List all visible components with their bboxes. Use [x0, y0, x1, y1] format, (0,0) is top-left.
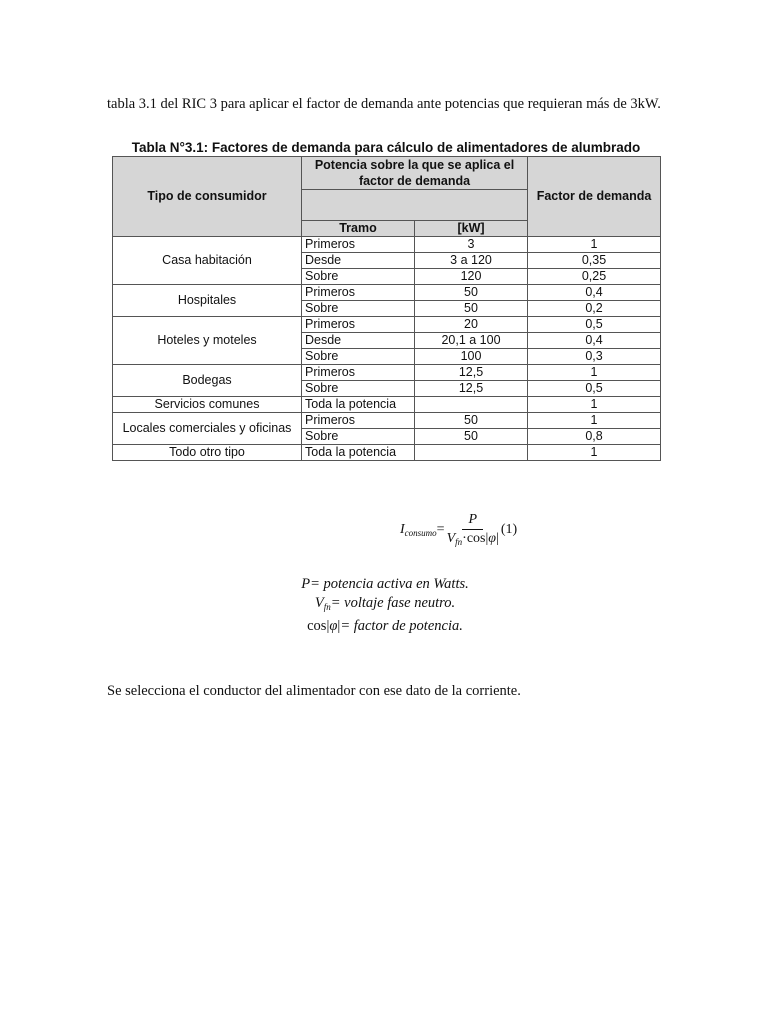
formula-lhs-subscript: consumo	[404, 527, 437, 538]
table-row	[113, 317, 661, 333]
cell-tipo-consumidor: Todo otro tipo	[113, 445, 302, 461]
formula-denominator: $V_{fn}\cdot\cos|\varphi|$	[446, 531, 499, 547]
cell-kw	[415, 397, 528, 413]
table-row	[113, 365, 661, 381]
cell-tramo: Toda la potencia	[302, 397, 415, 413]
cell-tramo: Primeros	[302, 413, 415, 429]
formula-fraction	[447, 512, 499, 547]
cell-tramo: Sobre	[302, 269, 415, 285]
cell-kw: 20,1 a 100	[415, 333, 528, 349]
table-row	[113, 237, 661, 253]
cell-tramo: Primeros	[302, 237, 415, 253]
header-blank-cell	[302, 190, 528, 221]
cell-tramo: Toda la potencia	[302, 445, 415, 461]
current-formula	[400, 512, 517, 547]
table-row	[113, 397, 661, 413]
cell-tramo: Sobre	[302, 429, 415, 445]
definition-vfn: $V_{fn}=$ voltaje fase neutro.	[314, 595, 456, 612]
cell-kw	[415, 445, 528, 461]
cell-tramo: Primeros	[302, 317, 415, 333]
definition-p: P= potencia activa en Watts.	[301, 576, 469, 592]
cell-factor: 1	[528, 237, 661, 253]
cell-kw: 50	[415, 429, 528, 445]
table-body	[113, 237, 661, 461]
cell-factor: 0,35	[528, 253, 661, 269]
cell-factor: 0,8	[528, 429, 661, 445]
header-tipo-consumidor: Tipo de consumidor	[113, 157, 302, 237]
header-kw: [kW]	[415, 221, 528, 237]
header-potencia: Potencia sobre la que se aplica el factor de demanda	[302, 157, 528, 190]
closing-paragraph: Se selecciona el conductor del alimentador con ese dato de la corriente.	[107, 683, 521, 699]
formula-lhs: $I_{consumo}$	[400, 521, 437, 538]
table-row	[113, 285, 661, 301]
cell-factor: 0,25	[528, 269, 661, 285]
cell-kw: 12,5	[415, 381, 528, 397]
cell-factor: 1	[528, 365, 661, 381]
cell-tipo-consumidor: Locales comerciales y oficinas	[113, 413, 302, 445]
cell-kw: 3	[415, 237, 528, 253]
cell-kw: 12,5	[415, 365, 528, 381]
cell-kw: 50	[415, 301, 528, 317]
cell-tipo-consumidor: Bodegas	[113, 365, 302, 397]
table-row	[113, 413, 661, 429]
cell-factor: 1	[528, 445, 661, 461]
cell-factor: 0,5	[528, 317, 661, 333]
cell-tramo: Primeros	[302, 365, 415, 381]
cell-tramo: Sobre	[302, 301, 415, 317]
demand-factor-table	[112, 156, 661, 461]
definition-cos: cos|φ|= factor de potencia.	[307, 618, 463, 634]
intro-paragraph: tabla 3.1 del RIC 3 para aplicar el factor de demanda ante potencias que requieran más de 3kW.	[107, 96, 661, 112]
cell-tipo-consumidor: Hoteles y moteles	[113, 317, 302, 365]
header-tramo: Tramo	[302, 221, 415, 237]
cell-tramo: Sobre	[302, 381, 415, 397]
cell-tramo: Desde	[302, 333, 415, 349]
formula-numerator: P	[462, 512, 483, 530]
formula-equals: =	[436, 521, 445, 537]
cell-kw: 100	[415, 349, 528, 365]
cell-tipo-consumidor: Hospitales	[113, 285, 302, 317]
table-caption: Tabla N°3.1: Factores de demanda para cálculo de alimentadores de alumbrado	[131, 140, 641, 155]
cell-factor: 1	[528, 397, 661, 413]
cell-kw: 20	[415, 317, 528, 333]
cell-factor: 0,4	[528, 333, 661, 349]
cell-kw: 50	[415, 285, 528, 301]
cell-tramo: Desde	[302, 253, 415, 269]
cell-factor: 0,5	[528, 381, 661, 397]
cell-factor: 0,3	[528, 349, 661, 365]
table-row	[113, 445, 661, 461]
cell-tipo-consumidor: Servicios comunes	[113, 397, 302, 413]
cell-factor: 0,4	[528, 285, 661, 301]
cell-tipo-consumidor: Casa habitación	[113, 237, 302, 285]
cell-tramo: Sobre	[302, 349, 415, 365]
header-factor-demanda: Factor de demanda	[528, 157, 661, 237]
cell-kw: 3 a 120	[415, 253, 528, 269]
cell-kw: 50	[415, 413, 528, 429]
cell-factor: 1	[528, 413, 661, 429]
variable-definitions	[240, 575, 530, 636]
cell-factor: 0,2	[528, 301, 661, 317]
formula-equation-number: (1)	[500, 521, 518, 537]
cell-tramo: Primeros	[302, 285, 415, 301]
cell-kw: 120	[415, 269, 528, 285]
